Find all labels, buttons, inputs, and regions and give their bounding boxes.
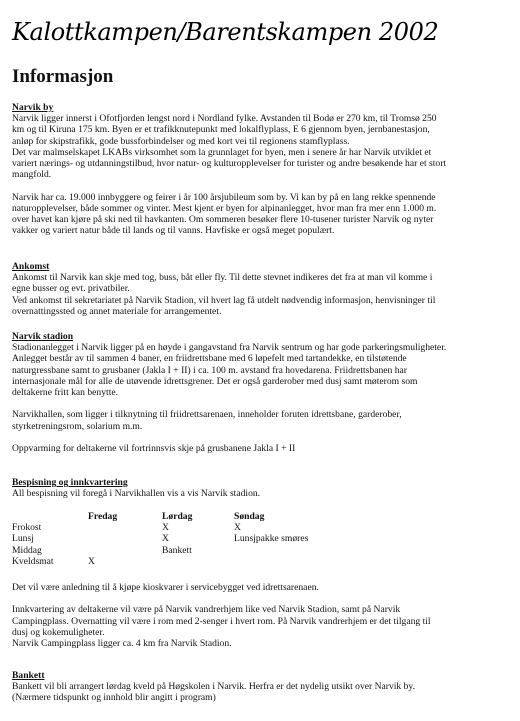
text-line: anløp for skipstrafikk, gode bussforbindelser og med kort vei til regionens stamflyplass.	[12, 135, 350, 147]
table-row	[12, 533, 342, 544]
text-line: (Nærmere tidspunkt og innhold blir angitt i program)	[12, 692, 216, 704]
text-line: internasjonale mål for alle de utøvende idrettsgrener. Det er også garderober med dusj samt møterom som	[12, 375, 418, 387]
text-line: naturopplevelser, både sommer og vinter. Mest kjent er byen for alpinanlegget, hvor man fra mer enn 1.000 m.	[12, 202, 437, 214]
text-line: Narvikhallen, som ligger i tilknytning til friidrettsarenaen, inneholder foruten idrettsbane, garderober,	[12, 409, 402, 421]
table-row	[12, 545, 342, 556]
text-line: overnattingssted og annet materiale for arrangementet.	[12, 305, 222, 317]
text-line: naturgressbane samt to grusbaner (Jakla I + II) i ca. 100 m. avstand fra hovedarena. Friidrettsbanen har	[12, 364, 407, 376]
text-line: Innkvartering av deltakerne vil være på Narvik vandrerhjem like ved Narvik Stadion, samt på Narvik	[12, 604, 401, 616]
text-line: Campingplass. Overnatting vil være i rom med 2-senger i hvert rom. På Narvik vandrerhjem er det tilgang til	[12, 615, 431, 627]
text-line: Narvik har ca. 19.000 innbyggere og feirer i år 100 årsjubileum som by. Vi kan by på en lang rekke spennende	[12, 191, 436, 203]
table-cell: X	[162, 533, 169, 545]
text-line: Stadionanlegget i Narvik ligger på en høyde i gangavstand fra Narvik sentrum og har gode parkeringsmuligheter.	[12, 342, 447, 354]
table-cell: Lunsjpakke smøres	[234, 533, 309, 545]
text-line: Anlegget består av til sammen 4 baner, en friidrettsbane med 6 løpefelt med tartandekke, en tilstøtende	[12, 353, 407, 365]
text-line: Narvik Campingplass ligger ca. 4 km fra Narvik Stadion.	[12, 638, 232, 649]
table-cell: Bankett	[162, 544, 192, 556]
table-cell: X	[162, 522, 169, 534]
meal-cell: Middag	[12, 544, 42, 556]
section-bespisning	[12, 477, 507, 499]
section-narvik-by	[12, 102, 507, 236]
table-row	[12, 556, 342, 567]
meal-schedule-table	[12, 511, 342, 567]
text-line: mangfold.	[12, 169, 52, 181]
section-title-ankomst: Ankomst	[12, 261, 50, 272]
table-header-row	[12, 511, 342, 522]
text-line: All bespisning vil foregå i Narvikhallen vis a vis Narvik stadion.	[12, 488, 261, 500]
table-row	[12, 522, 342, 533]
header-title: Kalottkampen/Barentskampen 2002	[12, 18, 439, 46]
table-cell: X	[234, 522, 241, 534]
text-line: Det vil være anledning til å kjøpe kioskvarer i servicebygget ved idrettsarenaen.	[12, 582, 319, 593]
page-heading: Informasjon	[12, 66, 114, 87]
text-line: km og til Kiruna 175 km. Byen er et trafikknutepunkt med lokalflyplass, E 6 gjennom byen, jernbanestasjon,	[12, 124, 430, 136]
column-header-lordag: Lørdag	[162, 511, 193, 522]
section-ankomst	[12, 261, 507, 317]
meal-cell: Frokost	[12, 522, 42, 534]
text-line: vakker og variert natur både til lands og til vanns. Havfiske er også meget populært.	[12, 225, 335, 237]
meal-cell: Kveldsmat	[12, 555, 54, 567]
section-innkvartering	[12, 582, 507, 649]
text-line: Bankett vil bli arrangert lørdag kveld på Høgskolen i Narvik. Herfra er det nydelig utsikt over Narvik by.	[12, 681, 415, 693]
meal-cell: Lunsj	[12, 533, 34, 545]
section-title-stadion: Narvik stadion	[12, 331, 74, 342]
text-line: variert nærings- og utdanningstilbud, hvor natur- og kulturopplevelser for turister og andre besøkende har et stort	[12, 158, 447, 170]
section-title-bankett: Bankett	[12, 670, 45, 681]
table-cell: X	[88, 555, 95, 567]
section-narvik-stadion	[12, 331, 507, 454]
text-line: Narvik ligger innerst i Ofotfjorden lengst nord i Nordland fylke. Avstanden til Bodø er 270 km, til Tromsø 250	[12, 113, 437, 125]
text-line: Oppvarming for deltakerne vil fortrinnsvis skje på grusbanene Jakla I + II	[12, 443, 296, 454]
text-line: over havet kan kjøre på ski ned til havkanten. Om sommeren besøker flere 10-tusener turister Narvik og nyter	[12, 214, 434, 226]
section-title-narvik-by: Narvik by	[12, 102, 54, 113]
text-line: Ved ankomst til sekretariatet på Narvik Stadion, vil hvert lag få utdelt nødvendig informasjon, henvisninger til	[12, 294, 436, 306]
text-line: dusj og kokemuligheter.	[12, 626, 105, 638]
column-header-fredag: Fredag	[88, 511, 118, 522]
section-title-bespisning: Bespisning og innkvartering	[12, 477, 128, 488]
text-line: styrketreningsrom, solarium m.m.	[12, 420, 143, 432]
section-bankett	[12, 670, 507, 704]
text-line: Det var malmselskapet LKABs virksomhet som la grunnlaget for byen, men i senere år har Narvik utviklet et	[12, 146, 432, 158]
column-header-sondag: Søndag	[234, 511, 265, 522]
text-line: egne busser og evt. privatbiler.	[12, 283, 130, 295]
text-line: deltakerne fritt kan benytte.	[12, 387, 119, 399]
text-line: Ankomst til Narvik kan skje med tog, buss, båt eller fly. Til dette stevnet indikeres det fra at man vil komme i	[12, 272, 433, 284]
